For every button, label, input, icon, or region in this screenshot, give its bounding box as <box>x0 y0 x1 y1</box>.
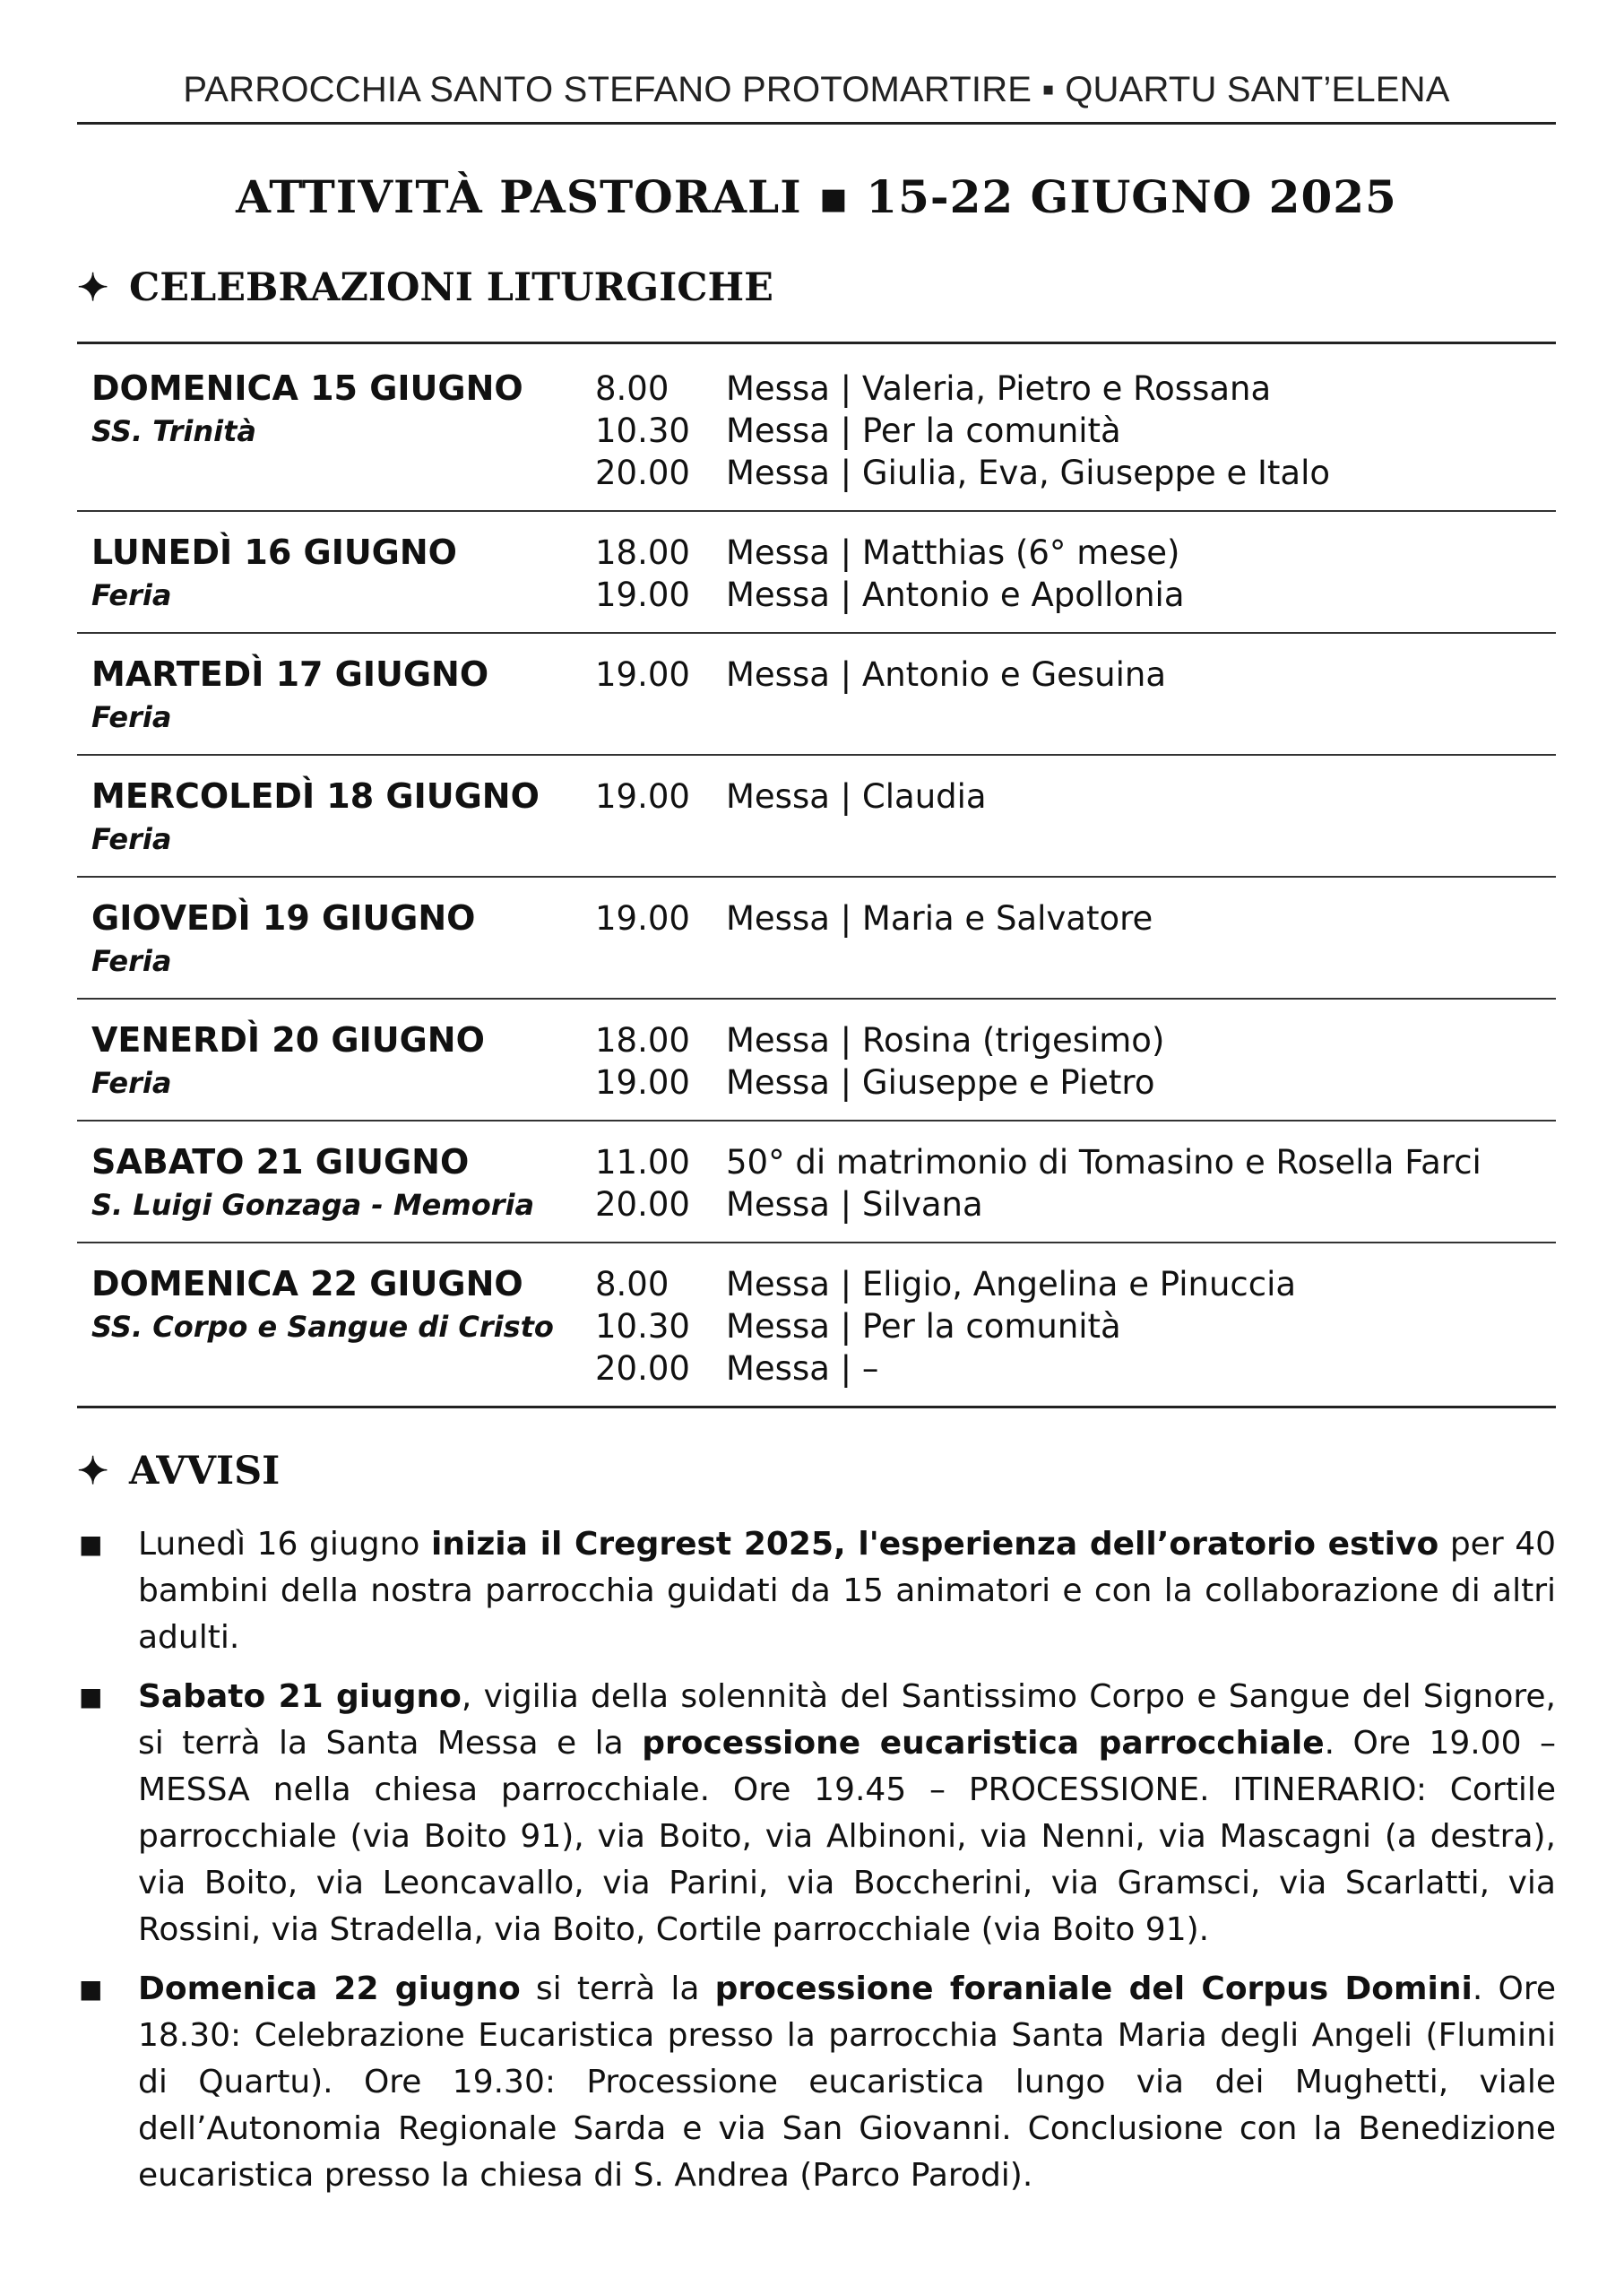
day-name: DOMENICA 15 GIUGNO <box>91 368 523 408</box>
celebrations-table <box>77 342 1556 1408</box>
notice-text <box>138 1674 1556 1953</box>
mass-description: Messa | Giulia, Eva, Giuseppe e Italo <box>726 454 1331 492</box>
mass-time: 10.30 <box>595 1307 690 1346</box>
header-divider <box>77 122 1556 125</box>
mass-list <box>595 1018 1556 1104</box>
mass-time: 8.00 <box>595 1265 669 1303</box>
mass-time: 19.00 <box>595 899 690 938</box>
day-row <box>77 510 1556 632</box>
mass-list <box>595 896 1556 982</box>
day-row <box>77 1242 1556 1406</box>
day-feast: SS. Trinità <box>91 414 256 448</box>
day-info <box>77 1261 595 1390</box>
day-name: SABATO 21 GIUGNO <box>91 1142 470 1182</box>
notice-item <box>77 1966 1556 2199</box>
notice-text-segment: si terrà la <box>520 1970 715 2007</box>
notice-text-bold: Sabato 21 giugno <box>138 1678 462 1715</box>
mass-list <box>595 652 1556 738</box>
notice-text-bold: inizia il Cregrest 2025, l'esperienza dell’oratorio estivo <box>431 1526 1439 1563</box>
mass-time: 19.00 <box>595 1063 690 1102</box>
mass-description: Messa | Rosina (trigesimo) <box>726 1021 1165 1060</box>
mass-description: Messa | Per la comunità <box>726 411 1121 450</box>
day-name: VENERDÌ 20 GIUGNO <box>91 1020 485 1060</box>
notice-text-bold: Domenica 22 giugno <box>138 1970 521 2007</box>
mass-time: 20.00 <box>595 1349 690 1388</box>
day-feast: Feria <box>91 1066 172 1100</box>
notice-text-segment: Lunedì 16 giugno <box>138 1526 432 1563</box>
mass-entry <box>595 1141 1556 1183</box>
mass-time: 10.30 <box>595 411 690 450</box>
mass-time: 11.00 <box>595 1143 690 1182</box>
notice-text-bold: processione eucaristica parrocchiale <box>642 1725 1325 1762</box>
notice-text <box>138 1521 1556 1661</box>
mass-time: 8.00 <box>595 369 669 408</box>
day-name: GIOVEDÌ 19 GIUGNO <box>91 898 476 938</box>
mass-entry <box>595 1019 1556 1061</box>
notice-item <box>77 1674 1556 1953</box>
day-info <box>77 652 595 738</box>
mass-time: 19.00 <box>595 576 690 614</box>
mass-entry <box>595 1347 1556 1390</box>
day-row <box>77 1120 1556 1242</box>
mass-entry <box>595 654 1556 696</box>
day-feast: Feria <box>91 578 172 612</box>
notice-text-bold: processione foraniale del Corpus Domini <box>714 1970 1473 2007</box>
day-row <box>77 632 1556 754</box>
square-bullet-icon: ■ <box>79 1529 103 1559</box>
mass-list <box>595 366 1556 494</box>
day-info <box>77 1139 595 1225</box>
day-info <box>77 1018 595 1104</box>
mass-description: Messa | Valeria, Pietro e Rossana <box>726 369 1272 408</box>
mass-description: Messa | Eligio, Angelina e Pinuccia <box>726 1265 1297 1303</box>
day-feast: Feria <box>91 700 172 734</box>
mass-description: Messa | Matthias (6° mese) <box>726 533 1180 572</box>
mass-time: 19.00 <box>595 777 690 816</box>
mass-description: 50° di matrimonio di Tomasino e Rosella Farci <box>726 1143 1481 1182</box>
mass-description: Messa | Giuseppe e Pietro <box>726 1063 1155 1102</box>
day-feast: Feria <box>91 822 172 856</box>
mass-description: Messa | Maria e Salvatore <box>726 899 1153 938</box>
mass-list <box>595 530 1556 616</box>
square-bullet-icon: ■ <box>79 1682 103 1711</box>
day-feast: Feria <box>91 944 172 978</box>
mass-description: Messa | Antonio e Apollonia <box>726 576 1185 614</box>
celebrations-heading <box>77 261 1556 315</box>
mass-entry <box>595 1305 1556 1347</box>
day-name: MERCOLEDÌ 18 GIUGNO <box>91 776 540 816</box>
mass-time: 18.00 <box>595 533 690 572</box>
mass-description: Messa | Claudia <box>726 777 987 816</box>
mass-time: 20.00 <box>595 454 690 492</box>
mass-description: Messa | – <box>726 1349 879 1388</box>
day-row <box>77 344 1556 510</box>
mass-time: 19.00 <box>595 655 690 694</box>
star-icon: ✦ <box>77 265 109 309</box>
mass-entry <box>595 775 1556 818</box>
notices-heading-label: AVVISI <box>129 1449 281 1494</box>
day-info <box>77 530 595 616</box>
day-info <box>77 366 595 494</box>
mass-entry <box>595 1183 1556 1225</box>
mass-time: 18.00 <box>595 1021 690 1060</box>
notice-item <box>77 1521 1556 1661</box>
mass-entry <box>595 452 1556 494</box>
page-title: ATTIVITÀ PASTORALI ▪ 15-22 GIUGNO 2025 <box>236 170 1397 223</box>
celebrations-heading-label: CELEBRAZIONI LITURGICHE <box>129 265 773 310</box>
notice-text <box>138 1966 1556 2199</box>
notices-list <box>77 1521 1556 2199</box>
mass-entry <box>595 1263 1556 1305</box>
mass-entry <box>595 410 1556 452</box>
day-name: DOMENICA 22 GIUGNO <box>91 1264 523 1303</box>
mass-entry <box>595 368 1556 410</box>
bulletin-page <box>77 0 1556 2212</box>
notice-text-segment: , vigilia della solennità del Santissimo Corpo e Sangue del Signore, si terrà la Santa Messa e la <box>138 1678 1556 1762</box>
mass-entry <box>595 1061 1556 1104</box>
mass-entry <box>595 897 1556 940</box>
parish-header: PARROCCHIA SANTO STEFANO PROTOMARTIRE ▪ QUARTU SANT’ELENA <box>183 70 1450 109</box>
star-icon: ✦ <box>77 1449 109 1493</box>
notices-heading <box>77 1444 1556 1498</box>
day-row <box>77 998 1556 1120</box>
mass-list <box>595 1261 1556 1390</box>
mass-list <box>595 1139 1556 1225</box>
day-feast: SS. Corpo e Sangue di Cristo <box>91 1310 554 1344</box>
mass-entry <box>595 532 1556 574</box>
day-info <box>77 774 595 860</box>
day-feast: S. Luigi Gonzaga - Memoria <box>91 1188 535 1222</box>
day-name: MARTEDÌ 17 GIUGNO <box>91 654 489 694</box>
mass-list <box>595 774 1556 860</box>
notice-text-segment: . Ore 19.00 – MESSA nella chiesa parrocchiale. Ore 19.45 – PROCESSIONE. ITINERARIO: Cortile parrocchiale (via Boito 91), via Boito, via Albinoni, via Nenni, via Mascagni (a destra), via Boito, via Leoncavallo, via Parini, via Boccherini, via Gramsci, via Scarlatti, via Rossini, via Stradella, via Boito, Cortile parrocchiale (via Boito 91). <box>138 1725 1556 1948</box>
mass-entry <box>595 574 1556 616</box>
day-row <box>77 876 1556 998</box>
day-info <box>77 896 595 982</box>
day-name: LUNEDÌ 16 GIUGNO <box>91 533 457 572</box>
mass-description: Messa | Per la comunità <box>726 1307 1121 1346</box>
mass-time: 20.00 <box>595 1185 690 1224</box>
notice-text-segment: . Ore 18.30: Celebrazione Eucaristica presso la parrocchia Santa Maria degli Angeli (Flumini di Quartu). Ore 19.30: Processione eucaristica lungo via dei Mughetti, viale dell’Autonomia Regionale Sarda e via San Giovanni. Conclusione con la Benedizione eucaristica presso la chiesa di S. Andrea (Parco Parodi). <box>138 1970 1556 2194</box>
notice-text-segment: per 40 bambini della nostra parrocchia guidati da 15 animatori e con la collaborazione di altri adulti. <box>138 1526 1557 1656</box>
square-bullet-icon: ■ <box>79 1974 103 2004</box>
day-row <box>77 754 1556 876</box>
mass-description: Messa | Antonio e Gesuina <box>726 655 1167 694</box>
mass-description: Messa | Silvana <box>726 1185 983 1224</box>
